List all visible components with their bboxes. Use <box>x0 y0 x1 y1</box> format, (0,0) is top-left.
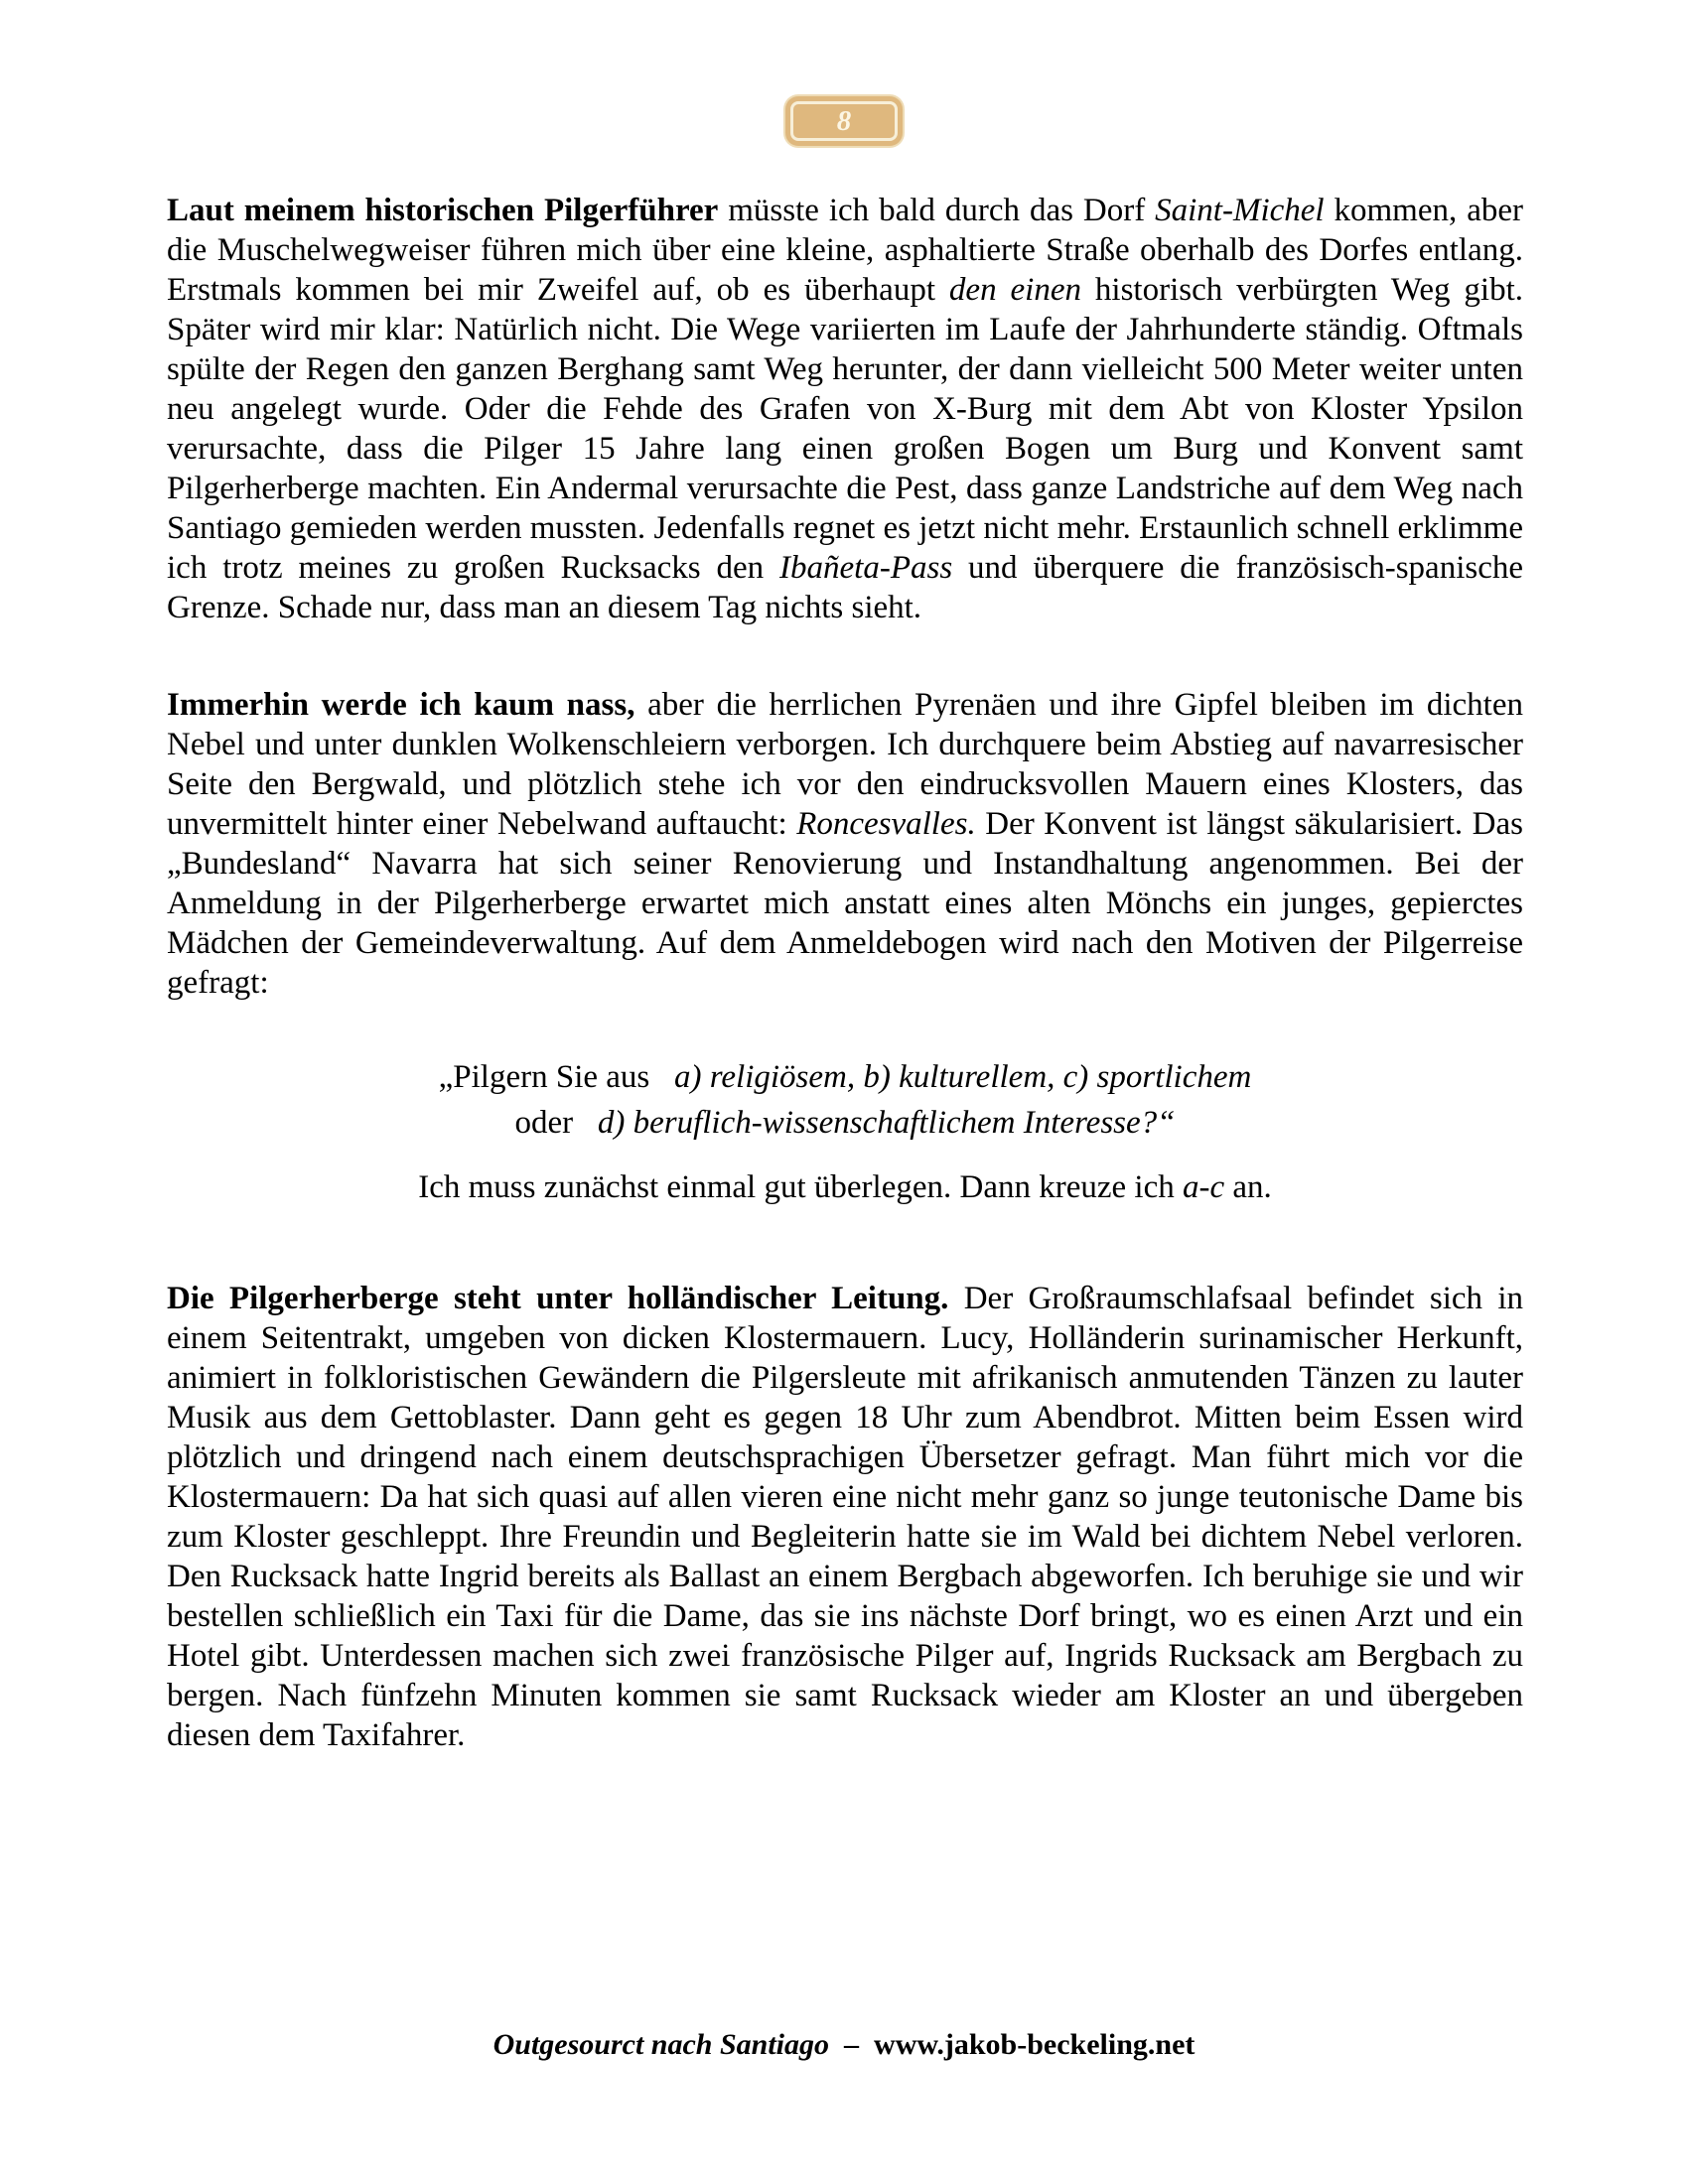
page-number-badge-inner <box>790 101 898 141</box>
page-number-badge <box>785 96 903 146</box>
text-segment: und überquere die französisch-spanische Grenze. Schade nur, dass man an diesem Tag nichts sieht. <box>167 550 1524 625</box>
answer-line <box>167 1167 1523 1207</box>
page-body <box>167 191 1523 1755</box>
text-segment: Immerhin werde ich kaum nass, <box>167 687 635 723</box>
text-segment: aber die herrlichen Pyrenäen und ihre Gipfel bleiben im dichten Nebel und unter dunklen Wolkenschleiern verborgen. Ich durchquere beim Abstieg auf navarresischer Seite den Bergwald, und plötzlich stehe ich vor den eindrucksvollen Mauern eines Klosters, das unvermittelt hinter einer Nebelwand auftaucht: <box>167 687 1523 842</box>
text-segment: Ich muss zunächst einmal gut überlegen. Dann kreuze ich <box>418 1169 1183 1205</box>
text-segment: d) beruflich-wissenschaftlichem Interesse?“ <box>597 1105 1176 1141</box>
text-segment: Laut meinem historischen Pilgerführer <box>167 193 719 228</box>
question-line-1 <box>167 1054 1523 1100</box>
paragraph-1 <box>167 191 1523 627</box>
registration-question-block <box>167 1054 1523 1146</box>
paragraph-2 <box>167 685 1523 1003</box>
text-segment: an. <box>1224 1169 1272 1205</box>
text-segment: oder <box>514 1105 598 1141</box>
question-line-2 <box>167 1100 1523 1146</box>
text-segment: www.jakob-beckeling.net <box>874 2028 1196 2061</box>
text-segment: Ibañeta-Pass <box>779 550 953 586</box>
text-segment: a) religiösem, b) kulturellem, c) sportlichem <box>674 1059 1252 1095</box>
text-segment: Der Konvent ist längst säkularisiert. Das „Bundesland“ Navarra hat sich seiner Renovierung und Instandhaltung angenommen. Bei der Anmeldung in der Pilgerherberge erwartet mich anstatt eines alten Mönchs ein junges, gepierctes Mädchen der Gemeindeverwaltung. Auf dem Anmeldebogen wird nach den Motiven der Pilgerreise gefragt: <box>167 806 1523 1001</box>
page-footer <box>0 2027 1688 2063</box>
text-segment: Die Pilgerherberge steht unter holländischer Leitung. <box>167 1281 949 1316</box>
paragraph-3 <box>167 1279 1523 1755</box>
text-segment: kommen, aber die Muschelwegweiser führen mich über eine kleine, asphaltierte Straße oberhalb des Dorfes entlang. Erstmals kommen bei mir Zweifel auf, ob es überhaupt <box>167 193 1523 308</box>
text-segment: müsste ich bald durch das Dorf <box>718 193 1156 228</box>
text-segment: Outgesourct nach Santiago <box>492 2028 830 2061</box>
text-segment: – <box>829 2028 875 2061</box>
text-segment: Saint-Michel <box>1155 193 1325 228</box>
text-segment: Der Großraumschlafsaal befindet sich in einem Seitentrakt, umgeben von dicken Klostermauern. Lucy, Holländerin surinamischer Herkunft, animiert in folkloristischen Gewändern die Pilgersleute mit afrikanisch anmutenden Tänzen zu lauter Musik aus dem Gettoblaster. Dann geht es gegen 18 Uhr zum Abendbrot. Mitten beim Essen wird plötzlich und dringend nach einem deutschsprachigen Übersetzer gefragt. Man führt mich vor die Klostermauern: Da hat sich quasi auf allen vieren eine nicht mehr ganz so junge teutonische Dame bis zum Kloster geschleppt. Ihre Freundin und Begleiterin hatte sie im Wald bei dichtem Nebel verloren. Den Rucksack hatte Ingrid bereits als Ballast an einem Bergbach abgeworfen. Ich beruhige sie und wir bestellen schließlich ein Taxi für die Dame, das sie ins nächste Dorf bringt, wo es einen Arzt und ein Hotel gibt. Unterdessen machen sich zwei französische Pilger auf, Ingrids Rucksack am Bergbach zu bergen. Nach fünfzehn Minuten kommen sie samt Rucksack wieder am Kloster an und übergeben diesen dem Taxifahrer. <box>167 1281 1524 1753</box>
text-segment: „Pilgern Sie aus <box>438 1059 675 1095</box>
page-number: 8 <box>836 104 852 137</box>
text-segment: historisch verbürgten Weg gibt. Später wird mir klar: Natürlich nicht. Die Wege variierten im Laufe der Jahrhunderte ständig. Oftmals spülte der Regen den ganzen Berghang samt Weg herunter, der dann vielleicht 500 Meter weiter unten neu angelegt wurde. Oder die Fehde des Grafen von X-Burg mit dem Abt von Kloster Ypsilon verursachte, dass die Pilger 15 Jahre lang einen großen Bogen um Burg und Konvent samt Pilgerherberge machten. Ein Andermal verursachte die Pest, dass ganze Landstriche auf dem Weg nach Santiago gemieden werden mussten. Jedenfalls regnet es jetzt nicht mehr. Erstaunlich schnell erklimme ich trotz meines zu großen Rucksacks den <box>167 272 1524 586</box>
text-segment: Roncesvalles. <box>796 806 976 842</box>
text-segment: den einen <box>948 272 1081 308</box>
text-segment: a-c <box>1182 1169 1225 1205</box>
